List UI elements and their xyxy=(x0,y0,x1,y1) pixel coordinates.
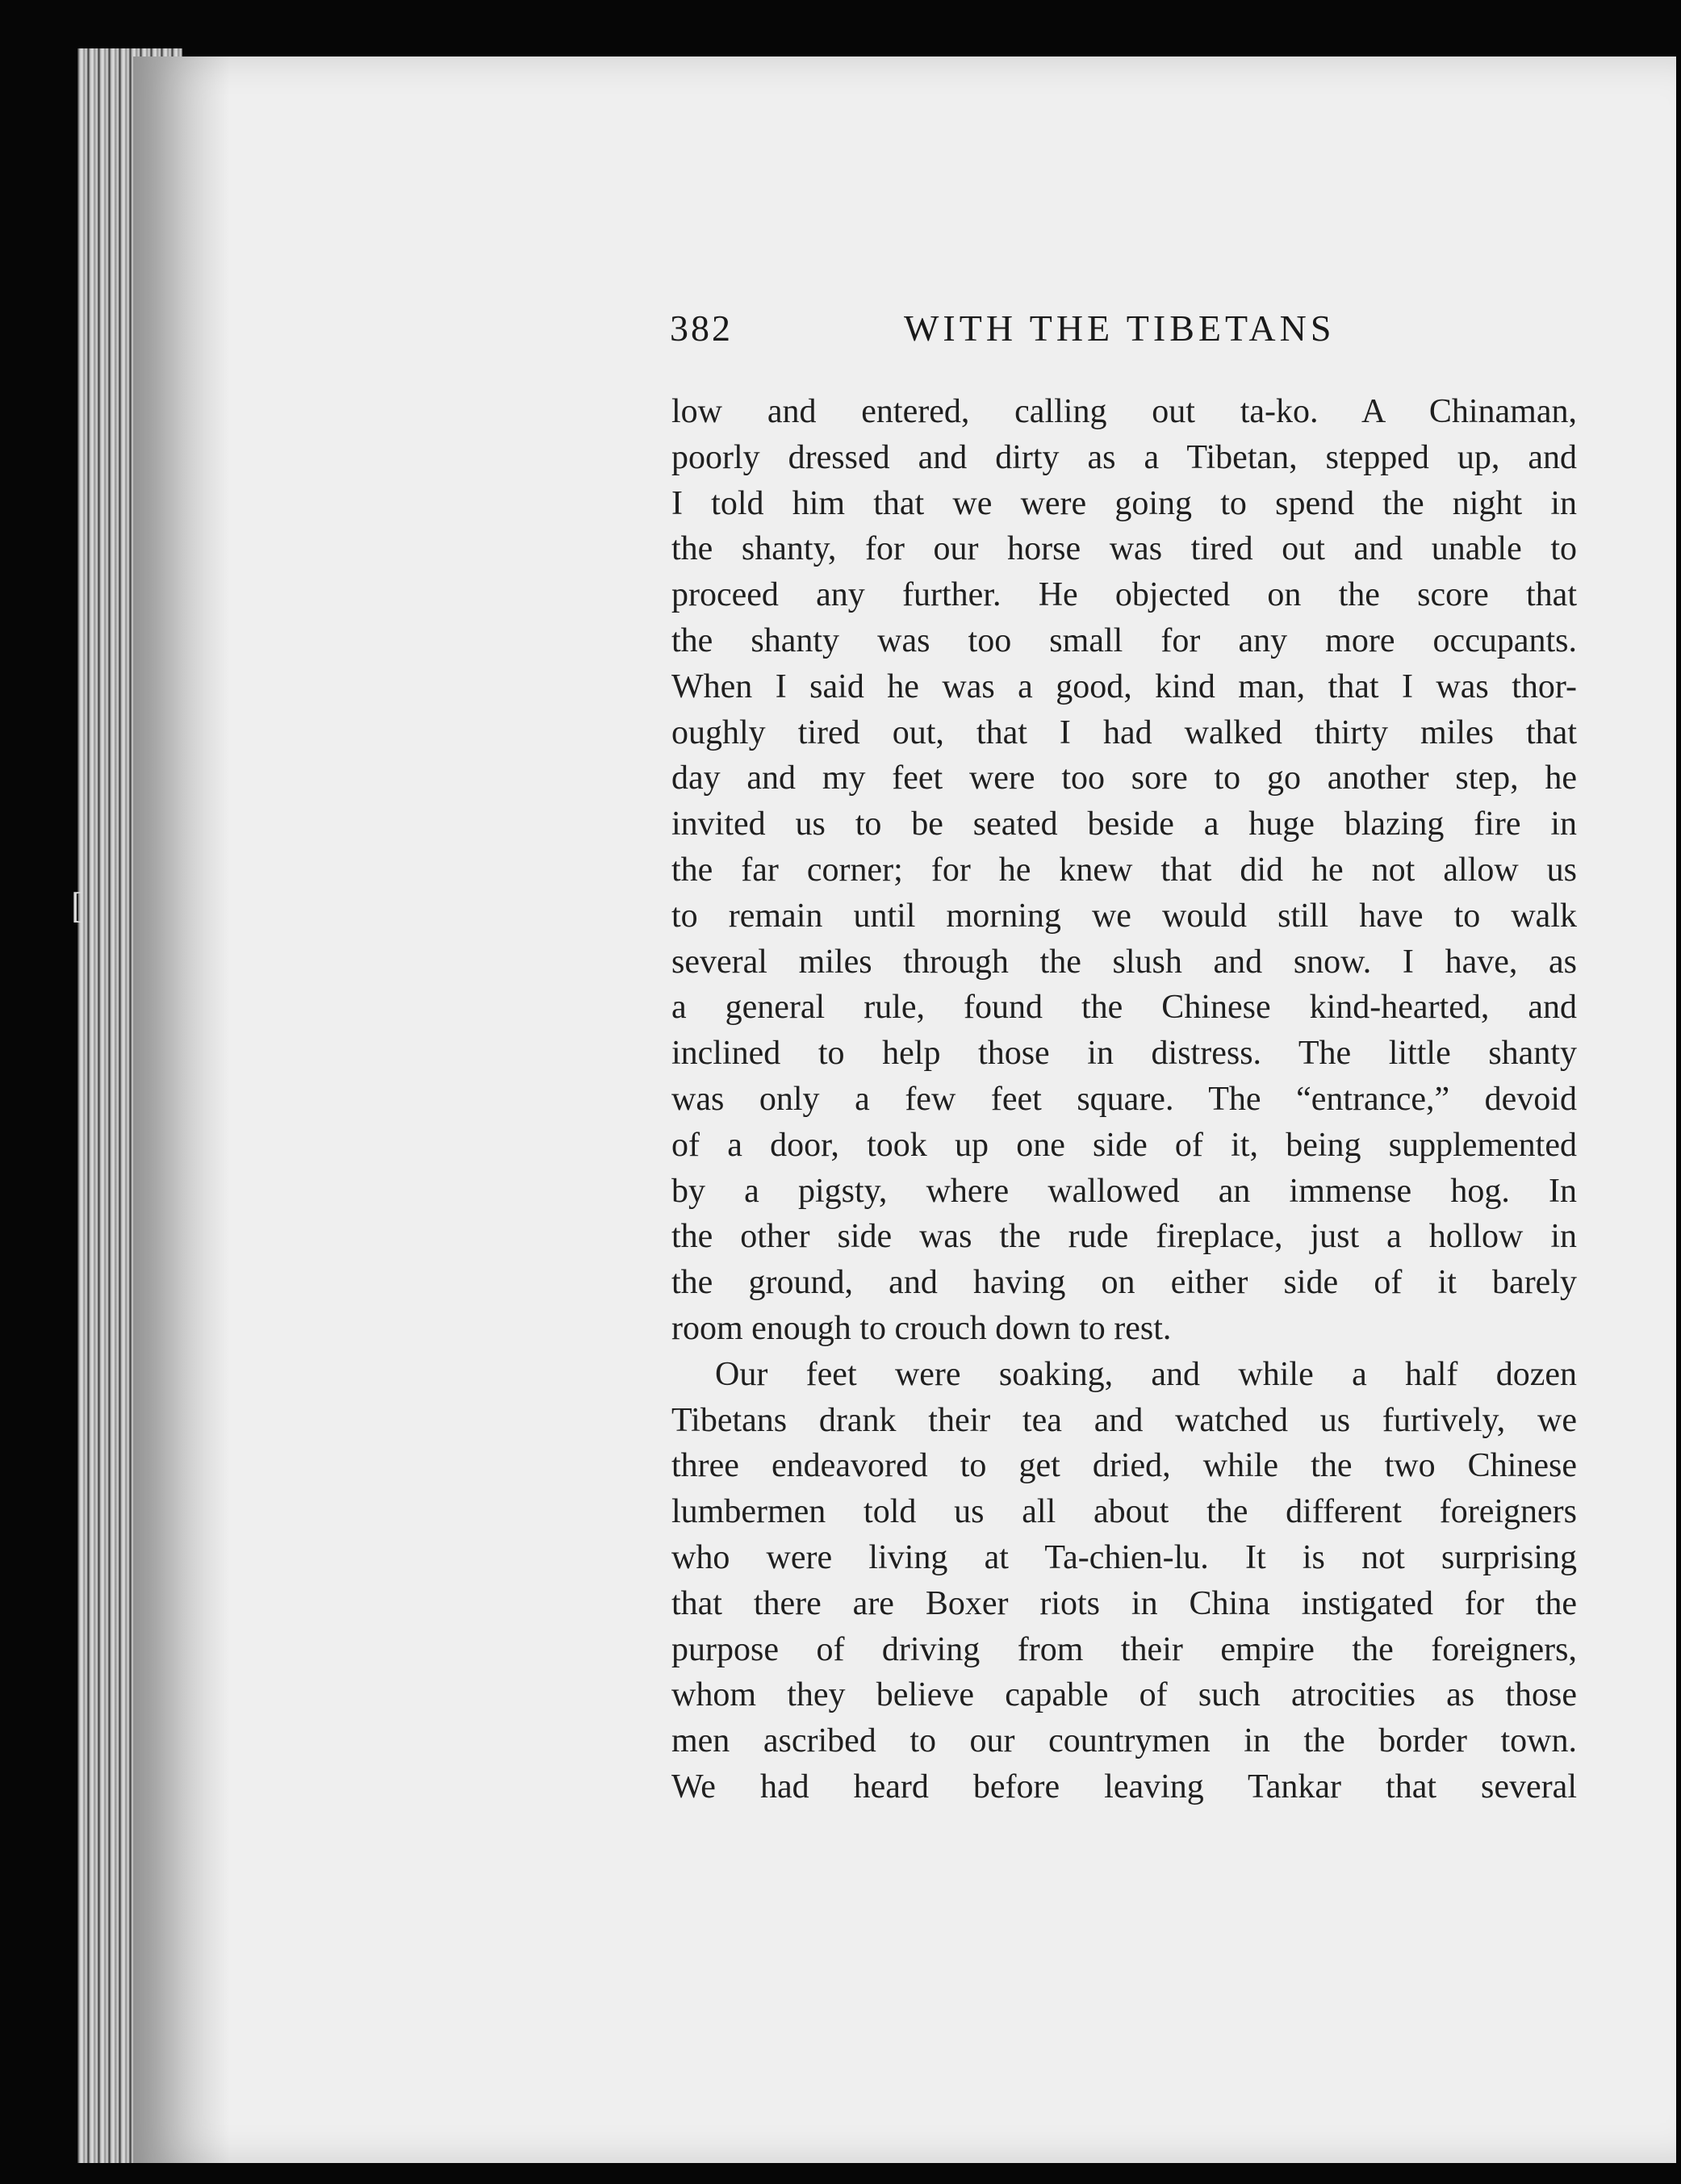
text-line: that there are Boxer riots in China instigated for the xyxy=(671,1584,1577,1622)
text-line: by a pigsty, where wallowed an immense hog. In xyxy=(671,1172,1577,1210)
text-line: several miles through the slush and snow. I have, as xyxy=(671,943,1577,981)
text-line: proceed any further. He objected on the score that xyxy=(671,576,1577,614)
text-line: the shanty, for our horse was tired out and unable to xyxy=(671,530,1577,568)
gutter-shadow xyxy=(133,56,230,2163)
text-line: lumbermen told us all about the different foreigners xyxy=(671,1493,1577,1531)
text-line: of a door, took up one side of it, being supplemented xyxy=(671,1126,1577,1164)
text-line: inclined to help those in distress. The little shanty xyxy=(671,1035,1577,1073)
text-line: room enough to crouch down to rest. xyxy=(671,1309,1172,1347)
text-line: men ascribed to our countrymen in the border town. xyxy=(671,1722,1577,1760)
text-line: the shanty was too small for any more occupants. xyxy=(671,621,1577,659)
page-header xyxy=(670,307,1340,355)
text-line: three endeavored to get dried, while the two Chinese xyxy=(671,1447,1577,1485)
text-line: the other side was the rude fireplace, just a hollow in xyxy=(671,1218,1577,1256)
text-line: purpose of driving from their empire the foreigners, xyxy=(671,1630,1577,1668)
page-number: 382 xyxy=(670,308,733,349)
text-line: invited us to be seated beside a huge blazing fire in xyxy=(671,805,1577,843)
running-head: WITH THE TIBETANS xyxy=(904,308,1336,349)
text-line: oughly tired out, that I had walked thirty miles that xyxy=(671,713,1577,751)
page-body xyxy=(671,389,1577,1810)
text-line: I told him that we were going to spend the night in xyxy=(671,484,1577,522)
text-line: to remain until morning we would still have to walk xyxy=(671,897,1577,935)
text-line: the ground, and having on either side of it barely xyxy=(671,1264,1577,1302)
text-line: a general rule, found the Chinese kind-hearted, and xyxy=(671,989,1577,1027)
text-line: poorly dressed and dirty as a Tibetan, stepped up, and xyxy=(671,438,1577,476)
text-line: When I said he was a good, kind man, that I was thor- xyxy=(671,667,1577,705)
text-line: day and my feet were too sore to go another step, he xyxy=(671,759,1577,797)
text-line: low and entered, calling out ta-ko. A Chinaman, xyxy=(671,393,1577,430)
text-line: Our feet were soaking, and while a half dozen xyxy=(715,1355,1577,1393)
text-line: whom they believe capable of such atrocities as those xyxy=(671,1676,1577,1714)
text-line: was only a few feet square. The “entrance,” devoid xyxy=(671,1080,1577,1118)
text-line: the far corner; for he knew that did he not allow us xyxy=(671,851,1577,889)
text-line: who were living at Ta-chien-lu. It is not surprising xyxy=(671,1538,1577,1576)
margin-mark: [ xyxy=(71,885,84,926)
text-line: We had heard before leaving Tankar that several xyxy=(671,1768,1577,1805)
text-line: Tibetans drank their tea and watched us furtively, we xyxy=(671,1401,1577,1439)
